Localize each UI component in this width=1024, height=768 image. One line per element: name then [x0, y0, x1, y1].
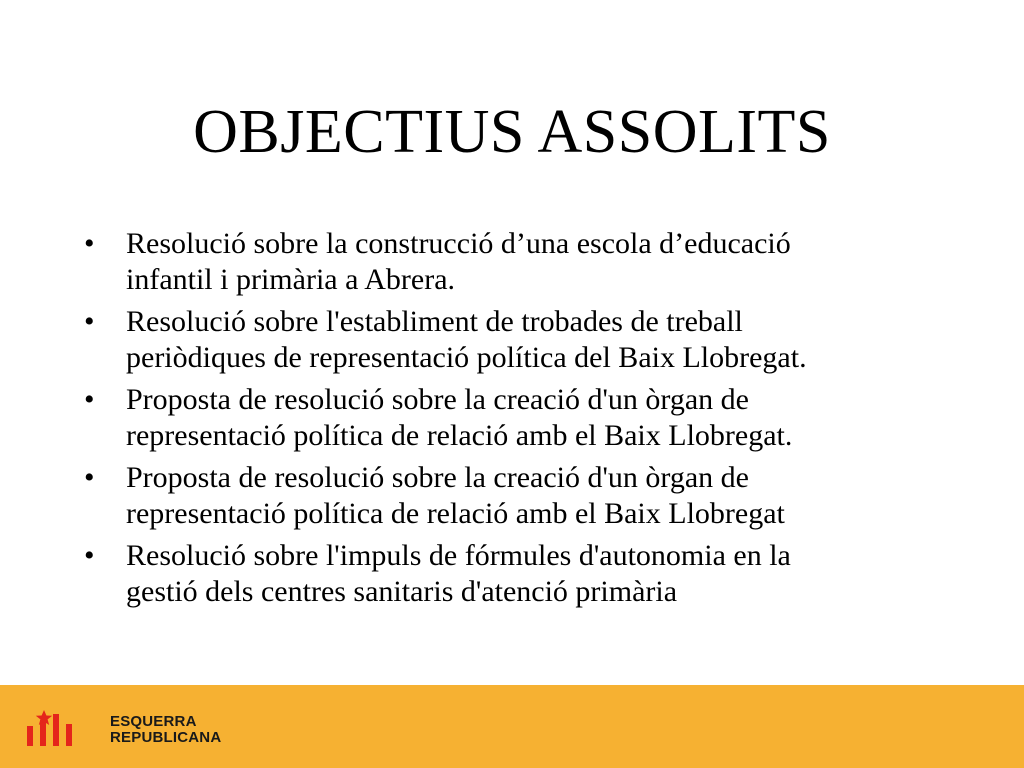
bullet-text-line: Resolució sobre l'establiment de trobades de treball [126, 305, 743, 338]
bullet-icon: • [84, 461, 95, 494]
bullet-icon: • [84, 383, 95, 416]
party-logo [24, 710, 224, 750]
bullet-text-line: Proposta de resolució sobre la creació d'un òrgan de [126, 461, 749, 494]
bullet-item [84, 460, 944, 532]
bullet-text-line: representació política de relació amb el Baix Llobregat. [126, 419, 793, 452]
party-logo-line-1: ESQUERRA [110, 713, 197, 730]
slide-title: OBJECTIUS ASSOLITS [193, 98, 831, 166]
bullet-text-line: infantil i primària a Abrera. [126, 263, 456, 296]
bullet-text-line: periòdiques de representació política del Baix Llobregat. [126, 341, 807, 374]
party-logo-text [110, 714, 221, 746]
bullet-text-line: Proposta de resolució sobre la creació d'un òrgan de [126, 383, 749, 416]
bullet-icon: • [84, 305, 95, 338]
bullet-item [84, 226, 944, 298]
bullet-item [84, 538, 944, 610]
bullet-item [84, 304, 944, 376]
bullet-text-line: Resolució sobre la construcció d’una escola d’educació [126, 227, 791, 260]
bullet-item [84, 382, 944, 454]
bullet-text-line: representació política de relació amb el Baix Llobregat [126, 497, 785, 530]
bullet-list [84, 226, 944, 616]
party-logo-line-2: REPUBLICANA [110, 729, 222, 746]
bullet-text-line: Resolució sobre l'impuls de fórmules d'autonomia en la [126, 539, 791, 572]
four-bars-and-star-logo-icon [24, 710, 94, 748]
bullet-icon: • [84, 227, 95, 260]
bullet-text-line: gestió dels centres sanitaris d'atenció primària [126, 575, 678, 608]
bullet-icon: • [84, 539, 95, 572]
